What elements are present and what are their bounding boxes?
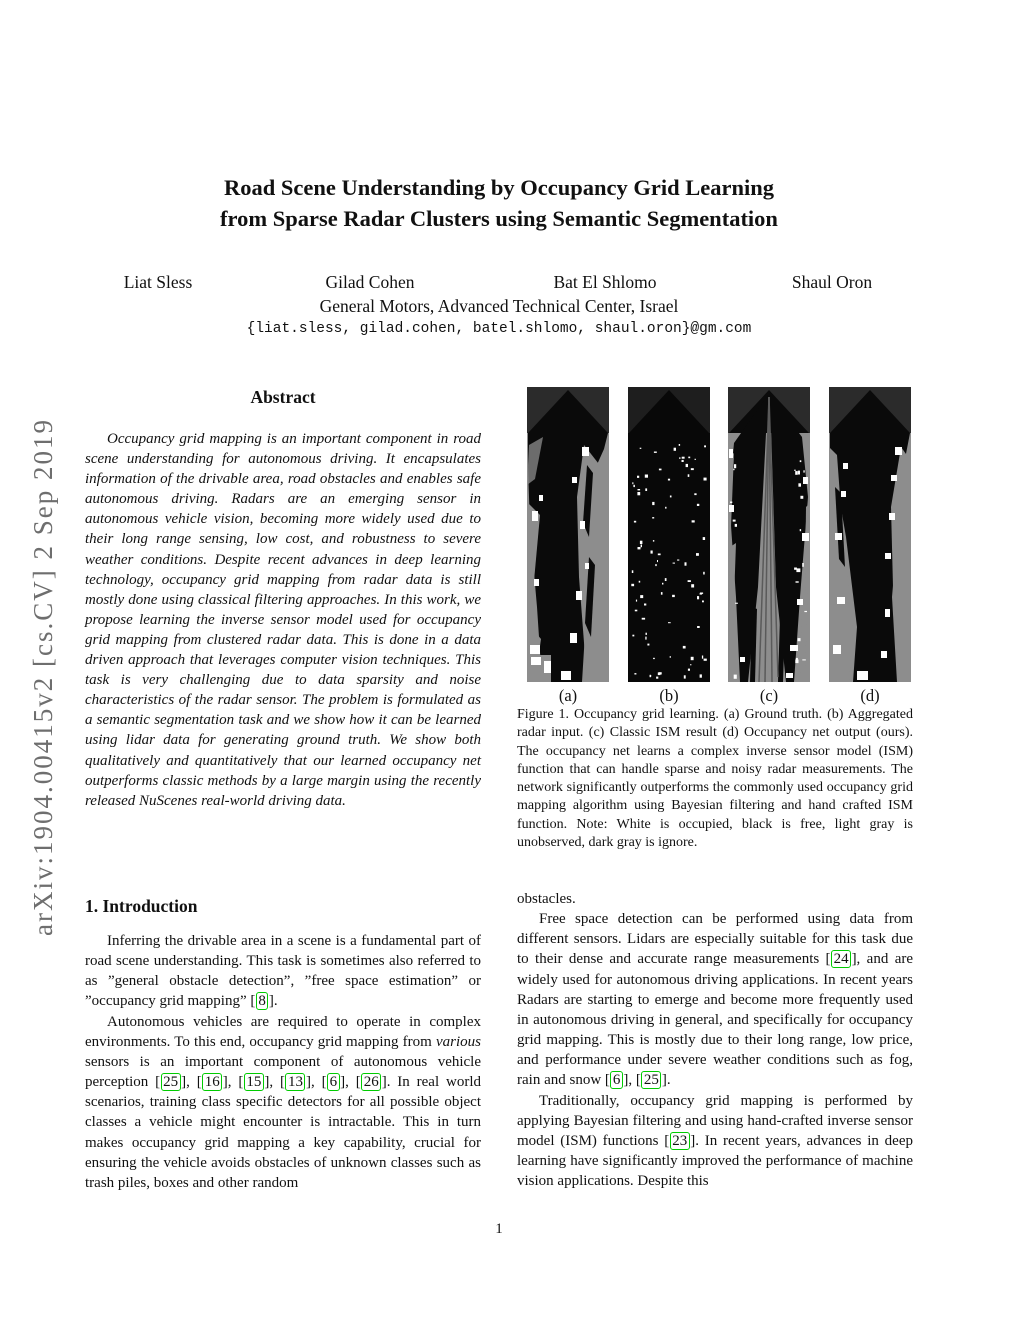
paper-title [85, 172, 913, 234]
paragraph: Free space detection can be performed using data from different sensors. Lidars are especially suitable for this task due to their dense and accurate range measurements [ 24 ], and are widely used for autonomous driving applications. In recent years Radars are starting to emerge and become more frequently used in autonomous driving in general, and specifically for occupancy grid mapping. This is mostly due to their long range, low price, and performance under severe weather conditions such as fog, rain and snow [ 6 ], [ 25 ]. [517, 911, 913, 1089]
right-column-text [517, 889, 913, 1191]
figure-1 [517, 387, 913, 682]
figure-panel-c [728, 387, 810, 682]
citation-link[interactable]: 25 [161, 1073, 181, 1091]
figure-caption: Figure 1. Occupancy grid learning. (a) Ground truth. (b) Aggregated radar input. (c) Classic ISM result (d) Occupancy net output (ours). The occupancy net learns a complex inverse sensor model (ISM) function that can handle sparse and noisy radar measurements. The network significantly outperforms the commonly used occupancy grid mapping algorithm using Bayesian filtering and hand crafted ISM function. Note: White is occupied, black is free, light gray is unobserved, dark gray is ignore. [517, 707, 913, 851]
page-number: 1 [495, 1221, 503, 1237]
figure-panel-b [628, 387, 710, 682]
email-line: {liat.sless, gilad.cohen, batel.shlomo, shaul.oron}@gm.com [246, 321, 752, 337]
author-row [85, 272, 913, 296]
citation-link[interactable]: 24 [831, 950, 851, 968]
panel-label-d: (d) [860, 686, 880, 705]
paper-title-line1: Road Scene Understanding by Occupancy Grid Learning [223, 175, 775, 200]
citation-link[interactable]: 6 [610, 1071, 623, 1089]
paragraph: Traditionally, occupancy grid mapping is performed by applying Bayesian filtering and using hand-crafted inverse sensor model (ISM) functions [ 23 ]. In recent years, advances in deep learning have significantly improved the performance of machine vision applications. Despite this [517, 1092, 913, 1190]
citation-link[interactable]: 16 [202, 1073, 222, 1091]
abstract-body [85, 429, 481, 811]
figure-panel-labels [517, 686, 913, 708]
abstract-heading: Abstract [250, 387, 316, 407]
paragraph: Inferring the drivable area in a scene is a fundamental part of road scene understanding. This task is sometimes also referred to as ”general obstacle detection”, ”free space estimation” or ”occupancy grid mapping” [ 8 ]. [85, 933, 481, 1010]
citation-link[interactable]: 23 [670, 1132, 690, 1150]
author-name: Gilad Cohen [325, 272, 415, 292]
affiliation: General Motors, Advanced Technical Center, Israel [319, 296, 679, 316]
panel-label-a: (a) [558, 686, 578, 705]
citation-link[interactable]: 13 [285, 1073, 305, 1091]
arxiv-watermark: arXiv:1904.00415v2 [cs.CV] 2 Sep 2019 [28, 418, 58, 936]
section-heading-introduction: 1. Introduction [85, 896, 198, 916]
citation-link[interactable]: 26 [361, 1073, 381, 1091]
citation-link[interactable]: 25 [641, 1071, 661, 1089]
panel-label-b: (b) [659, 686, 679, 705]
citation-link[interactable]: 6 [327, 1073, 340, 1091]
paper-title-line2: from Sparse Radar Clusters using Semantic Segmentation [220, 206, 778, 231]
author-name: Liat Sless [123, 272, 193, 292]
abstract-paragraph: Occupancy grid mapping is an important component in road scene understanding for autonomous driving. It encapsulates information of the drivable area, road obstacles and enables safe autonomous driving. Radars are an emerging sensor in autonomous vehicle vision, becoming more widely used due to their long range sensing, low cost, and robustness to severe weather conditions. Despite recent advances in deep learning technology, occupancy grid mapping from radar data is still mostly done using classical filtering approaches. In this work, we propose learning the inverse sensor model used for occupancy grid mapping from clustered radar data. This is done in a data driven approach that leverages computer vision techniques. This task is very challenging due to data sparsity and noise characteristics of the radar sensor. The problem is formulated as a semantic segmentation task and we show how it can be learned using lidar data for generating ground truth. We show both qualitatively and quantitatively that our learned occupancy net outperforms classic methods by a large margin using the recently released NuScenes real-world driving data. [85, 431, 481, 809]
author-name: Bat El Shlomo [553, 272, 657, 292]
figure-panel-d [829, 387, 911, 682]
citation-link[interactable]: 15 [244, 1073, 264, 1091]
author-name: Shaul Oron [791, 272, 873, 292]
figure-panel-a [527, 387, 609, 682]
citation-link[interactable]: 8 [256, 992, 269, 1010]
panel-label-c: (c) [759, 686, 779, 705]
paragraph: obstacles. [517, 891, 576, 907]
paragraph: Autonomous vehicles are required to operate in complex environments. To this end, occupancy grid mapping from various sensors is an important component of autonomous vehicle perception [ 25 ], [ 16 ], [ 15 ], [ 13 ], [ 6 ], [ 26 ]. In real world scenarios, training class specific detectors for all possible object classes a vehicle might encounter is intractable. This in turn makes occupancy grid mapping a key capability, crucial for ensuring the vehicle avoids obstacles of unknown classes such as trash piles, boxes and other random [85, 1013, 481, 1191]
left-column-text [85, 931, 481, 1193]
